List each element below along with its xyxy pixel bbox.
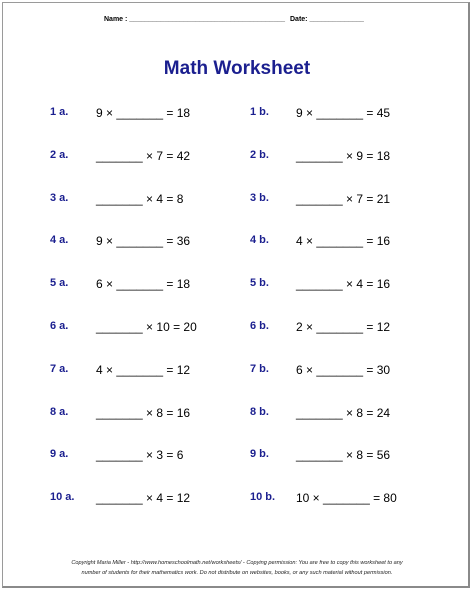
- problem-label: 6 b.: [250, 320, 269, 332]
- problem-label: 5 b.: [250, 277, 269, 289]
- problem-equation: 4 × _______ = 16: [296, 234, 391, 248]
- problem-equation: _______ × 7 = 42: [96, 149, 191, 163]
- problem-equation: 6 × _______ = 18: [96, 277, 191, 291]
- problem-label: 2 b.: [250, 149, 269, 161]
- problem-label: 4 b.: [250, 234, 269, 246]
- problem-label: 7 b.: [250, 363, 269, 375]
- problem-equation: 9 × _______ = 45: [296, 106, 391, 120]
- page-title: Math Worksheet: [163, 58, 311, 79]
- problem-equation: _______ × 4 = 8: [96, 192, 184, 206]
- problem-equation: 9 × _______ = 18: [96, 106, 191, 120]
- problem-label: 10 a.: [50, 491, 75, 503]
- problem-equation: _______ × 4 = 12: [96, 491, 191, 505]
- problem-label: 6 a.: [50, 320, 69, 332]
- problem-label: 8 a.: [50, 406, 69, 418]
- problem-label: 3 b.: [250, 192, 269, 204]
- date-field-label: Date: ______________: [290, 16, 364, 23]
- problem-label: 5 a.: [50, 277, 69, 289]
- problem-equation: 9 × _______ = 36: [96, 234, 191, 248]
- problem-label: 9 a.: [50, 448, 69, 460]
- problem-equation: 10 × _______ = 80: [296, 491, 397, 505]
- name-field-label: Name : ________________________________________: [104, 16, 286, 23]
- problem-equation: _______ × 8 = 24: [296, 406, 391, 420]
- problem-label: 4 a.: [50, 234, 69, 246]
- problem-equation: 6 × _______ = 30: [296, 363, 391, 377]
- problem-label: 7 a.: [50, 363, 69, 375]
- problem-equation: _______ × 3 = 6: [96, 448, 184, 462]
- copyright-line-1: Copyright Maria Miller - http://www.homeschoolmath.net/worksheets/ - Copying permission: You are free to copy this worksheet to any: [71, 560, 403, 566]
- copyright-line-2: number of students for their mathematics work. Do not distribute on websites, books, or any such material without permission.: [81, 570, 393, 576]
- problem-label: 1 b.: [250, 106, 269, 118]
- problem-equation: _______ × 8 = 56: [296, 448, 391, 462]
- problem-equation: _______ × 10 = 20: [96, 320, 197, 334]
- problem-equation: _______ × 8 = 16: [96, 406, 191, 420]
- problem-label: 1 a.: [50, 106, 69, 118]
- problem-equation: _______ × 4 = 16: [296, 277, 391, 291]
- problem-equation: _______ × 9 = 18: [296, 149, 391, 163]
- problem-equation: 2 × _______ = 12: [296, 320, 391, 334]
- problem-label: 10 b.: [250, 491, 276, 503]
- problem-label: 3 a.: [50, 192, 69, 204]
- problem-label: 2 a.: [50, 149, 69, 161]
- problem-equation: 4 × _______ = 12: [96, 363, 191, 377]
- problem-label: 9 b.: [250, 448, 269, 460]
- problem-label: 8 b.: [250, 406, 269, 418]
- problem-equation: _______ × 7 = 21: [296, 192, 391, 206]
